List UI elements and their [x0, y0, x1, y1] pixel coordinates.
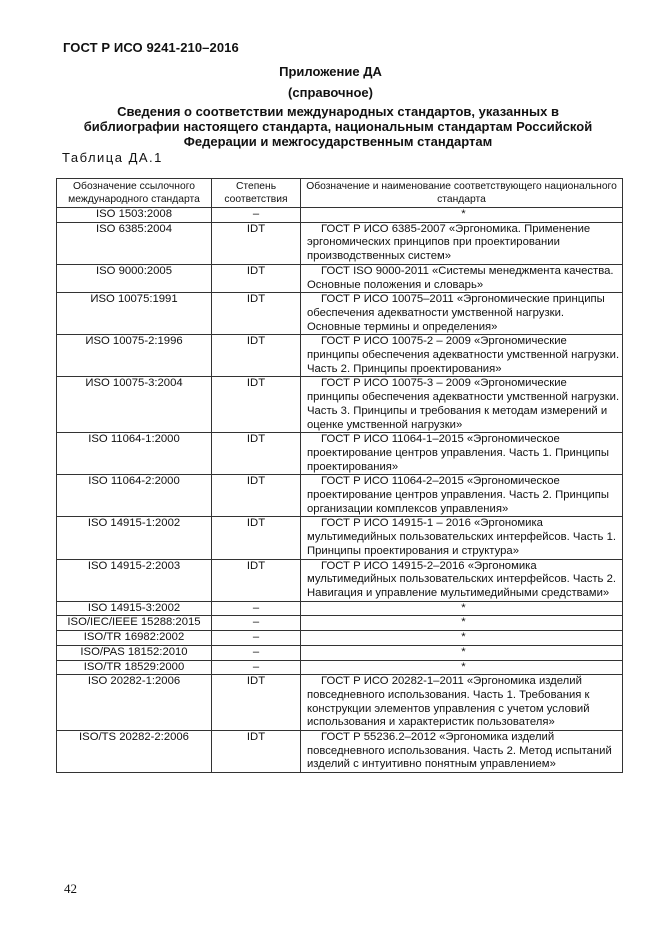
degree-cell: IDT: [212, 433, 301, 475]
national-standard-cell: ГОСТ ISO 9000-2011 «Системы менеджмента качества. Основные положения и словарь»: [301, 264, 623, 292]
national-standard-cell: *: [301, 601, 623, 616]
appendix-subtitle: (справочное): [288, 85, 373, 100]
degree-cell: –: [212, 601, 301, 616]
international-standard-cell: ISO 14915-2:2003: [57, 559, 212, 601]
header-international-standard: Обозначение ссылочного международного стандарта: [57, 179, 212, 208]
table-row: [57, 601, 623, 616]
table-row: [57, 645, 623, 660]
table-header-row: [57, 179, 623, 208]
national-standard-cell: ГОСТ Р ИСО 11064-1–2015 «Эргономическое проектирование центров управления. Часть 1. Принципы проектирования»: [301, 433, 623, 475]
appendix-description: Сведения о соответствии международных стандартов, указанных в библиографии настоящего стандарта, национальным стандартам Российской Федерации и межгосударственным стандартам: [83, 104, 593, 149]
table-row: [57, 559, 623, 601]
national-standard-cell: ГОСТ Р ИСО 14915-1 – 2016 «Эргономика мультимедийных пользовательских интерфейсов. Часть 1. Принципы проектирования и структура»: [301, 517, 623, 559]
national-standard-cell: *: [301, 616, 623, 631]
international-standard-cell: ISO 20282-1:2006: [57, 675, 212, 731]
national-standard-cell: ГОСТ Р ИСО 10075-3 – 2009 «Эргономические принципы обеспечения адекватности умственной нагрузки. Часть 3. Принципы и требования к методам измерений и оценке умственной нагрузки»: [301, 377, 623, 433]
degree-cell: IDT: [212, 264, 301, 292]
national-standard-cell: ГОСТ Р ИСО 10075–2011 «Эргономические принципы обеспечения адекватности умственной нагрузки. Основные термины и определения»: [301, 293, 623, 335]
appendix-title: Приложение ДА: [279, 64, 382, 79]
table-row: [57, 293, 623, 335]
table-row: [57, 222, 623, 264]
table-caption: Таблица ДА.1: [62, 150, 163, 165]
international-standard-cell: ИSO 10075:1991: [57, 293, 212, 335]
table-row: [57, 475, 623, 517]
degree-cell: IDT: [212, 517, 301, 559]
table-row: [57, 377, 623, 433]
table-row: [57, 660, 623, 675]
table-row: [57, 433, 623, 475]
degree-cell: IDT: [212, 475, 301, 517]
degree-cell: IDT: [212, 675, 301, 731]
international-standard-cell: ISO 11064-1:2000: [57, 433, 212, 475]
international-standard-cell: ИSO 10075-2:1996: [57, 335, 212, 377]
national-standard-cell: *: [301, 660, 623, 675]
table-row: [57, 517, 623, 559]
degree-cell: –: [212, 208, 301, 223]
degree-cell: –: [212, 645, 301, 660]
national-standard-cell: *: [301, 631, 623, 646]
national-standard-cell: *: [301, 645, 623, 660]
national-standard-cell: ГОСТ Р ИСО 20282-1–2011 «Эргономика изделий повседневного использования. Часть 1. Требования к конструкции элементов управления с учетом условий использования и характеристик пользователя»: [301, 675, 623, 731]
international-standard-cell: ISO/PAS 18152:2010: [57, 645, 212, 660]
international-standard-cell: ISO 9000:2005: [57, 264, 212, 292]
header-degree-of-correspondence: Степень соответствия: [212, 179, 301, 208]
document-code-header: ГОСТ Р ИСО 9241-210–2016: [63, 40, 239, 55]
international-standard-cell: ISO 11064-2:2000: [57, 475, 212, 517]
degree-cell: IDT: [212, 731, 301, 773]
national-standard-cell: ГОСТ Р ИСО 6385-2007 «Эргономика. Применение эргономических принципов при проектировании производственных систем»: [301, 222, 623, 264]
degree-cell: –: [212, 631, 301, 646]
degree-cell: IDT: [212, 559, 301, 601]
international-standard-cell: ISO 14915-1:2002: [57, 517, 212, 559]
international-standard-cell: ISO 14915-3:2002: [57, 601, 212, 616]
standards-correspondence-table: [56, 178, 623, 773]
national-standard-cell: ГОСТ Р ИСО 11064-2–2015 «Эргономическое проектирование центров управления. Часть 2. Принципы организации комплексов управления»: [301, 475, 623, 517]
international-standard-cell: ИSO 10075-3:2004: [57, 377, 212, 433]
international-standard-cell: ISO 6385:2004: [57, 222, 212, 264]
table-row: [57, 731, 623, 773]
degree-cell: IDT: [212, 293, 301, 335]
national-standard-cell: ГОСТ Р ИСО 14915-2–2016 «Эргономика мультимедийных пользовательских интерфейсов. Часть 2. Навигация и управление мультимедийными средствами»: [301, 559, 623, 601]
degree-cell: –: [212, 616, 301, 631]
national-standard-cell: *: [301, 208, 623, 223]
degree-cell: IDT: [212, 335, 301, 377]
international-standard-cell: ISO/TR 16982:2002: [57, 631, 212, 646]
international-standard-cell: ISO/TS 20282-2:2006: [57, 731, 212, 773]
national-standard-cell: ГОСТ Р ИСО 10075-2 – 2009 «Эргономические принципы обеспечения адекватности умственной нагрузки. Часть 2. Принципы проектирования»: [301, 335, 623, 377]
table-row: [57, 335, 623, 377]
degree-cell: IDT: [212, 222, 301, 264]
international-standard-cell: ISO 1503:2008: [57, 208, 212, 223]
degree-cell: IDT: [212, 377, 301, 433]
page-number: 42: [64, 881, 77, 896]
table-row: [57, 208, 623, 223]
degree-cell: –: [212, 660, 301, 675]
header-national-standard: Обозначение и наименование соответствующего национального стандарта: [301, 179, 623, 208]
international-standard-cell: ISO/TR 18529:2000: [57, 660, 212, 675]
table-row: [57, 675, 623, 731]
table-row: [57, 616, 623, 631]
national-standard-cell: ГОСТ Р 55236.2–2012 «Эргономика изделий повседневного использования. Часть 2. Метод испытаний изделий с интуитивно понятным управлением»: [301, 731, 623, 773]
table-row: [57, 264, 623, 292]
international-standard-cell: ISO/IEC/IEEE 15288:2015: [57, 616, 212, 631]
table-row: [57, 631, 623, 646]
